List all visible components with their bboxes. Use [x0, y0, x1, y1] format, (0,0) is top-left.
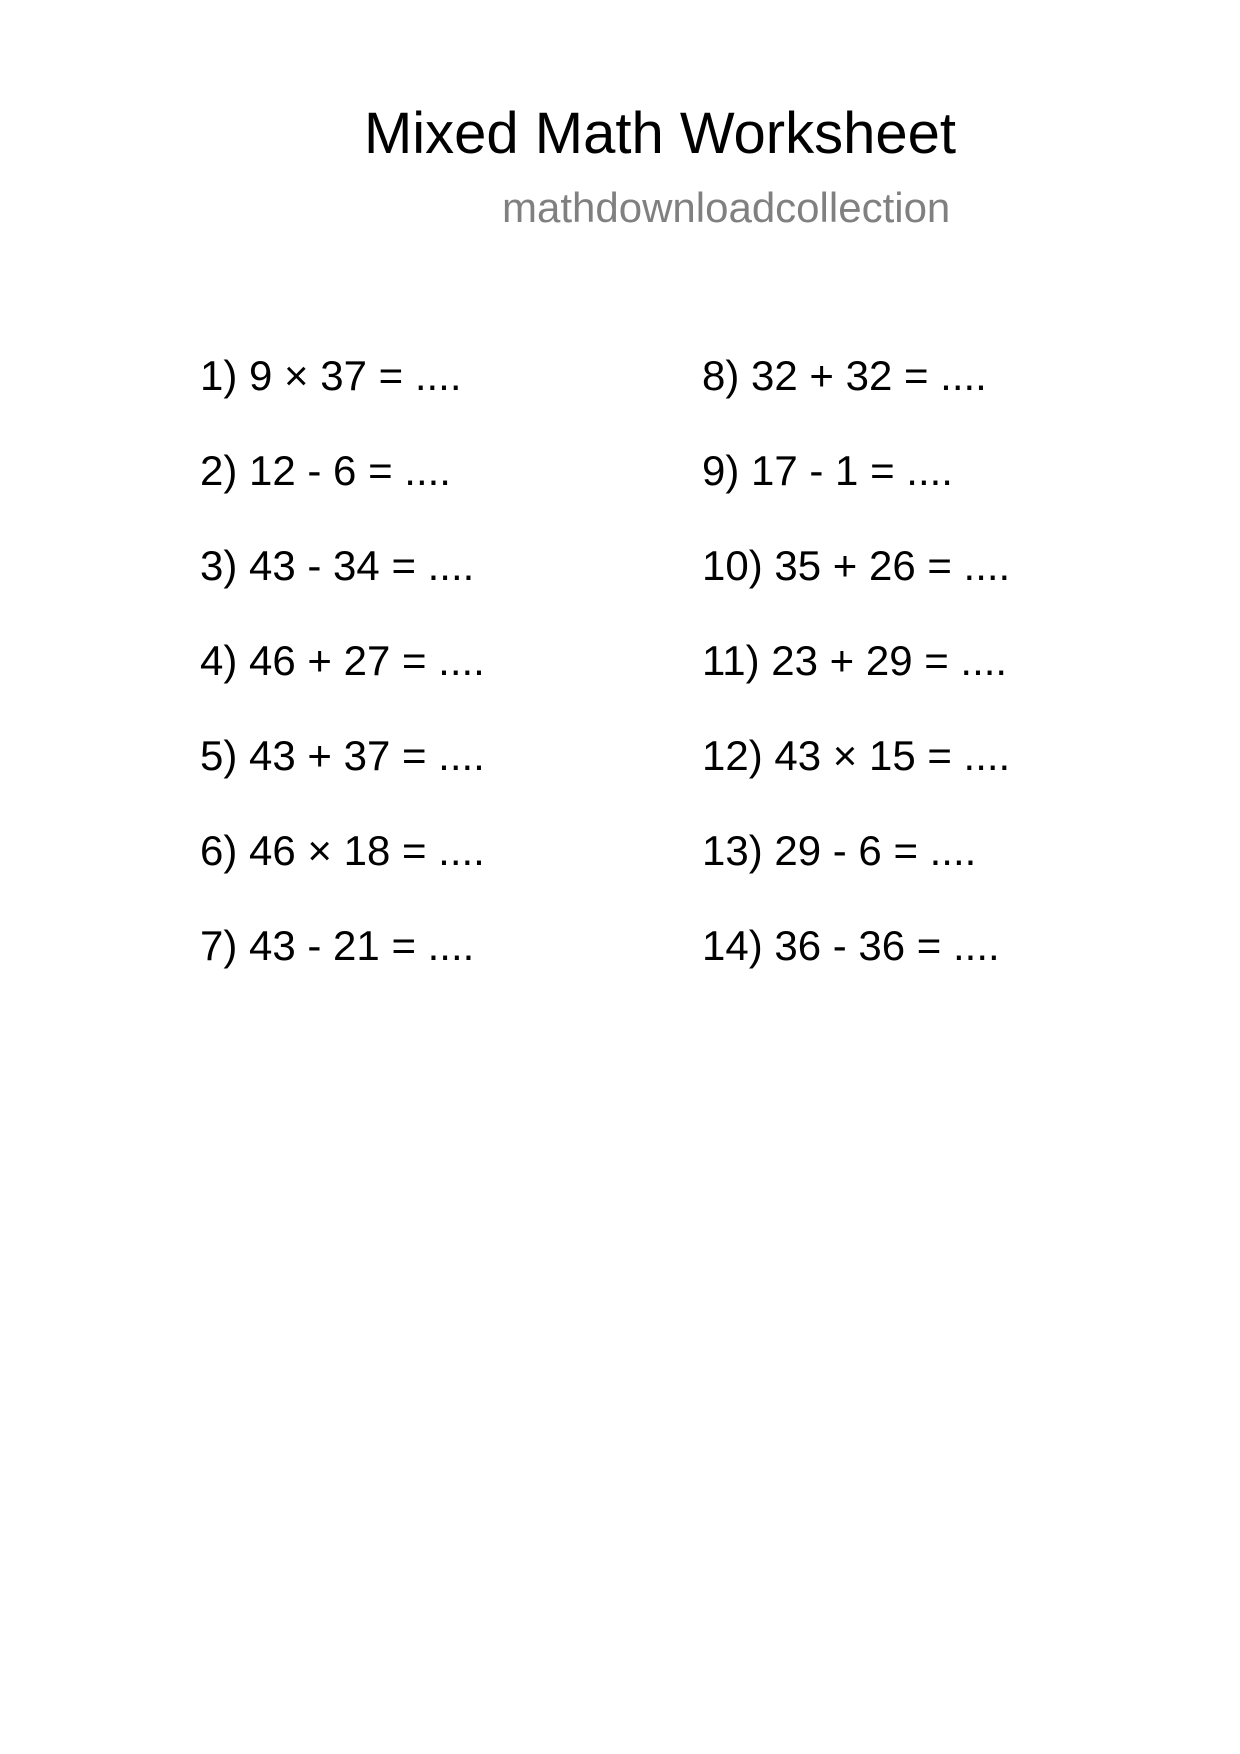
problem-column-right	[702, 350, 1010, 1015]
problem-4: 4) 46 + 27 = ....	[200, 637, 485, 684]
problem-column-left	[200, 350, 485, 1015]
problem-14: 14) 36 - 36 = ....	[702, 922, 1000, 969]
problem-11: 11) 23 + 29 = ....	[702, 637, 1008, 684]
problem-13: 13) 29 - 6 = ....	[702, 827, 977, 874]
worksheet-title: Mixed Math Worksheet	[363, 101, 957, 166]
problem-12: 12) 43 × 15 = ....	[702, 732, 1011, 779]
problem-1: 1) 9 × 37 = ....	[200, 352, 462, 399]
problem-10: 10) 35 + 26 = ....	[702, 542, 1011, 589]
problem-3: 3) 43 - 34 = ....	[200, 542, 475, 589]
problem-2: 2) 12 - 6 = ....	[200, 447, 451, 494]
worksheet-source: mathdownloadcollection	[502, 184, 951, 231]
problem-6: 6) 46 × 18 = ....	[200, 827, 485, 874]
problem-7: 7) 43 - 21 = ....	[200, 922, 475, 969]
problem-9: 9) 17 - 1 = ....	[702, 447, 953, 494]
problem-8: 8) 32 + 32 = ....	[702, 352, 987, 399]
problem-5: 5) 43 + 37 = ....	[200, 732, 485, 779]
